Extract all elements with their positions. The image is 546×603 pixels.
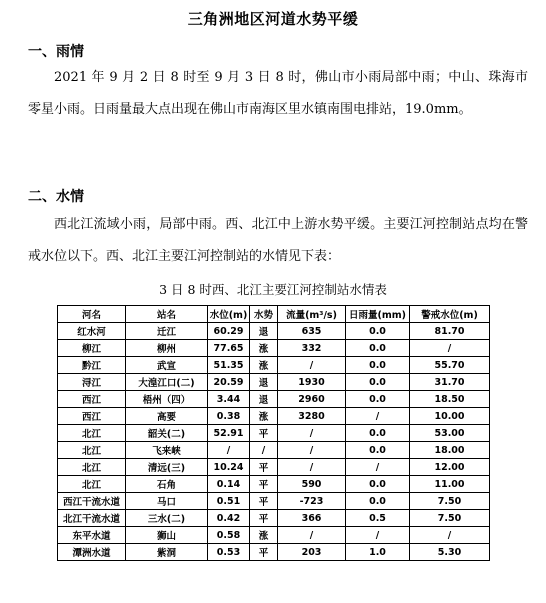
station-cell: 飞来峡 — [126, 442, 208, 459]
flow-cell: / — [278, 357, 346, 374]
section-heading-rain: 一、雨情 — [28, 44, 84, 60]
warning-level-cell: 5.30 — [410, 544, 490, 561]
trend-cell: 平 — [250, 476, 278, 493]
river-cell: 北江 — [58, 425, 126, 442]
table-header-row — [58, 306, 490, 323]
trend-cell: 退 — [250, 323, 278, 340]
warning-level-cell: 53.00 — [410, 425, 490, 442]
water-level-cell: / — [208, 442, 250, 459]
flow-cell: / — [278, 459, 346, 476]
flow-cell: 1930 — [278, 374, 346, 391]
water-level-cell: 0.14 — [208, 476, 250, 493]
river-cell: 北江 — [58, 442, 126, 459]
table-row — [58, 391, 490, 408]
header-water-level: 水位(m) — [208, 306, 250, 323]
table-row — [58, 476, 490, 493]
daily-rain-cell: / — [346, 459, 410, 476]
warning-level-cell: / — [410, 527, 490, 544]
daily-rain-cell: / — [346, 408, 410, 425]
daily-rain-cell: 1.0 — [346, 544, 410, 561]
flow-cell: 2960 — [278, 391, 346, 408]
daily-rain-cell: 0.0 — [346, 357, 410, 374]
header-daily-rain: 日雨量(mm) — [346, 306, 410, 323]
warning-level-cell: 31.70 — [410, 374, 490, 391]
flow-cell: / — [278, 527, 346, 544]
daily-rain-cell: 0.0 — [346, 391, 410, 408]
table-row — [58, 323, 490, 340]
water-level-cell: 0.42 — [208, 510, 250, 527]
trend-cell: 涨 — [250, 340, 278, 357]
section-heading-water: 二、水情 — [28, 189, 84, 205]
trend-cell: 退 — [250, 391, 278, 408]
daily-rain-cell: 0.0 — [346, 425, 410, 442]
trend-cell: 涨 — [250, 527, 278, 544]
rain-paragraph: 2021 年 9 月 2 日 8 时至 9 月 3 日 8 时，佛山市小雨局部中雨；中山、珠海市零星小雨。日雨量最大点出现在佛山市南海区里水镇南围电排站，19.0mm。 — [28, 70, 528, 117]
flow-cell: 590 — [278, 476, 346, 493]
table-row — [58, 374, 490, 391]
table-body — [58, 323, 490, 561]
table-row — [58, 340, 490, 357]
river-cell: 浔江 — [58, 374, 126, 391]
river-cell: 柳江 — [58, 340, 126, 357]
water-paragraph: 西北江流域小雨，局部中雨。西、北江中上游水势平缓。主要江河控制站点均在警戒水位以下。西、北江主要江河控制站的水情见下表： — [28, 217, 528, 264]
station-cell: 迁江 — [126, 323, 208, 340]
daily-rain-cell: 0.0 — [346, 340, 410, 357]
warning-level-cell: 7.50 — [410, 493, 490, 510]
trend-cell: 涨 — [250, 357, 278, 374]
flow-cell: 635 — [278, 323, 346, 340]
river-cell: 西江 — [58, 408, 126, 425]
table-row — [58, 357, 490, 374]
trend-cell: 平 — [250, 544, 278, 561]
station-cell: 紫洞 — [126, 544, 208, 561]
warning-level-cell: / — [410, 340, 490, 357]
warning-level-cell: 81.70 — [410, 323, 490, 340]
water-level-cell: 60.29 — [208, 323, 250, 340]
table-row — [58, 510, 490, 527]
document-title: 三角洲地区河道水势平缓 — [187, 10, 359, 28]
table-row — [58, 493, 490, 510]
water-level-cell: 0.51 — [208, 493, 250, 510]
trend-cell: 平 — [250, 510, 278, 527]
water-level-cell: 10.24 — [208, 459, 250, 476]
station-cell: 马口 — [126, 493, 208, 510]
flow-cell: 203 — [278, 544, 346, 561]
daily-rain-cell: 0.0 — [346, 374, 410, 391]
flow-cell: / — [278, 425, 346, 442]
water-level-cell: 52.91 — [208, 425, 250, 442]
water-level-cell: 20.59 — [208, 374, 250, 391]
warning-level-cell: 55.70 — [410, 357, 490, 374]
station-cell: 高要 — [126, 408, 208, 425]
table-row — [58, 408, 490, 425]
warning-level-cell: 18.50 — [410, 391, 490, 408]
river-cell: 北江干流水道 — [58, 510, 126, 527]
warning-level-cell: 10.00 — [410, 408, 490, 425]
warning-level-cell: 11.00 — [410, 476, 490, 493]
flow-cell: / — [278, 442, 346, 459]
river-cell: 北江 — [58, 459, 126, 476]
water-level-cell: 0.53 — [208, 544, 250, 561]
water-level-cell: 0.58 — [208, 527, 250, 544]
water-level-cell: 51.35 — [208, 357, 250, 374]
station-cell: 武宣 — [126, 357, 208, 374]
trend-cell: / — [250, 442, 278, 459]
station-cell: 三水(二) — [126, 510, 208, 527]
station-cell: 清远(三) — [126, 459, 208, 476]
warning-level-cell: 18.00 — [410, 442, 490, 459]
flow-cell: 3280 — [278, 408, 346, 425]
trend-cell: 平 — [250, 459, 278, 476]
table-caption: 3 日 8 时西、北江主要江河控制站水情表 — [159, 282, 387, 297]
header-station: 站名 — [126, 306, 208, 323]
river-cell: 东平水道 — [58, 527, 126, 544]
header-warning-level: 警戒水位(m) — [410, 306, 490, 323]
table-row — [58, 527, 490, 544]
station-cell: 韶关(二) — [126, 425, 208, 442]
river-cell: 西江 — [58, 391, 126, 408]
river-cell: 北江 — [58, 476, 126, 493]
warning-level-cell: 12.00 — [410, 459, 490, 476]
warning-level-cell: 7.50 — [410, 510, 490, 527]
water-level-cell: 3.44 — [208, 391, 250, 408]
header-trend: 水势 — [250, 306, 278, 323]
river-cell: 潭洲水道 — [58, 544, 126, 561]
station-cell: 石角 — [126, 476, 208, 493]
water-level-cell: 0.38 — [208, 408, 250, 425]
table-row — [58, 442, 490, 459]
station-cell: 柳州 — [126, 340, 208, 357]
flow-cell: -723 — [278, 493, 346, 510]
station-cell: 梧州（四） — [126, 391, 208, 408]
trend-cell: 平 — [250, 425, 278, 442]
header-river: 河名 — [58, 306, 126, 323]
daily-rain-cell: / — [346, 527, 410, 544]
station-cell: 狮山 — [126, 527, 208, 544]
table-row — [58, 459, 490, 476]
river-cell: 红水河 — [58, 323, 126, 340]
trend-cell: 涨 — [250, 408, 278, 425]
table-row — [58, 544, 490, 561]
header-flow: 流量(m³/s) — [278, 306, 346, 323]
river-cell: 黔江 — [58, 357, 126, 374]
trend-cell: 退 — [250, 374, 278, 391]
river-cell: 西江干流水道 — [58, 493, 126, 510]
water-station-table — [57, 305, 490, 561]
trend-cell: 平 — [250, 493, 278, 510]
table-row — [58, 425, 490, 442]
daily-rain-cell: 0.0 — [346, 476, 410, 493]
daily-rain-cell: 0.0 — [346, 442, 410, 459]
station-cell: 大湟江口(二) — [126, 374, 208, 391]
flow-cell: 332 — [278, 340, 346, 357]
flow-cell: 366 — [278, 510, 346, 527]
daily-rain-cell: 0.0 — [346, 493, 410, 510]
daily-rain-cell: 0.0 — [346, 323, 410, 340]
water-level-cell: 77.65 — [208, 340, 250, 357]
daily-rain-cell: 0.5 — [346, 510, 410, 527]
